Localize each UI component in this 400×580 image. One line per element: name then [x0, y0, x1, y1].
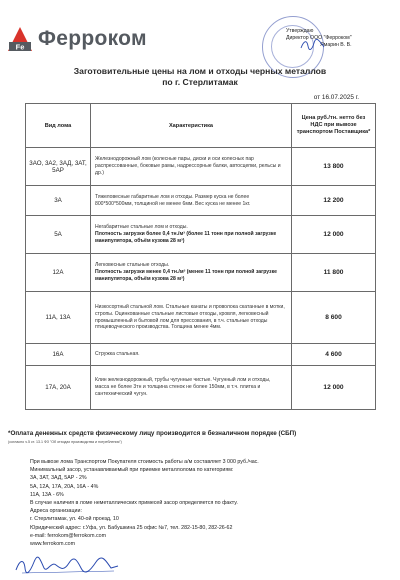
row-grade: 3АО, 3А2, 3АД, 3АТ, 5АР — [26, 148, 91, 186]
approve-line: Директор ООО "Ферроком" — [286, 35, 352, 42]
desc-text: Стружка стальная. — [95, 351, 140, 358]
desc-bold-text: Плотность загрузки более 0,4 тн./м³ (более 11 тонн при полной загрузке манипулятора, объём кузова 28 м³) — [95, 231, 277, 244]
row-price: 11 800 — [292, 254, 376, 292]
header-description: Характеристика — [91, 104, 292, 148]
fe-logo-icon — [7, 26, 33, 52]
info-line: В случае наличия в ломе неметаллических примесей засор определяется по факту. — [30, 500, 238, 507]
desc-text: Тяжеловесные габаритные лом и отходы. Размер куска не более 800*500*500мм, толщиной не менее 6мм. Вес куска не менее 1кг. — [95, 193, 251, 207]
info-line: 11А, 13А - 6% — [30, 491, 64, 498]
table-row — [26, 254, 376, 292]
desc-text: Клин железнодорожный, трубы чугунные чистые. Чугунный лом и отходы, масса не более 3тн и толщина стенок не более 150мм, в т.ч. плитка и сантехнический чугун. — [95, 377, 271, 397]
row-price: 8 600 — [292, 292, 376, 344]
info-line: www.ferrokom.com — [30, 541, 76, 548]
desc-text: Низкосортный стальной лом. Стальные канаты и проволока скатанные в мотки, стропы. Оцинкованные стальные листовые отходы, кровля, легковесный промышленный и бытовой лом для прессования, в т.ч. стальные отходы птицеводческого производства. Толщина менее 4мм. — [95, 304, 285, 331]
row-description — [91, 216, 292, 254]
title-line: Заготовительные цены на лом и отходы черных металлов — [73, 66, 327, 76]
row-price: 4 600 — [292, 344, 376, 366]
table-row — [26, 344, 376, 366]
row-description — [91, 344, 292, 366]
table-row — [26, 148, 376, 186]
director-signature — [300, 38, 326, 52]
row-description — [91, 148, 292, 186]
info-line: Юридический адрес: г.Уфа, ул. Бабушкина 25 офис №7, тел. 282-15-80, 282-26-62 — [30, 524, 233, 531]
table-row — [26, 366, 376, 410]
row-grade: 11А, 13А — [26, 292, 91, 344]
desc-bold-text: Плотность загрузки менее 0,4 тн./м³ (менее 11 тонн при полной загрузке манипулятора, объём кузова 28 м³) — [95, 269, 277, 282]
title-line: по г. Стерлитамак — [162, 77, 238, 87]
info-line: e-mail: ferrokom@ferrokom.com — [30, 532, 107, 539]
row-description — [91, 366, 292, 410]
desc-text: Легковесные стальные отходы. — [95, 262, 170, 269]
document-date: от 16.07.2025 г. — [313, 94, 359, 101]
desc-text: Железнодорожный лом (колесные пары, диски и оси колесных пар распрессованные, боковые рамы, надрессорные балки, автосцепки, рельсы и др.) — [95, 156, 281, 176]
document-title — [0, 66, 400, 88]
terms-and-contacts — [30, 458, 259, 548]
desc-text: Негабаритные стальные лом и отходы. — [95, 224, 188, 231]
header-price: Цена руб./тн. нетто без НДС при вывозе транспортом Поставщика* — [292, 104, 376, 148]
payment-note-reference: (согласно ч.5 ст. 13.1 ФЗ "Об отходах производства и потребления") — [8, 440, 122, 444]
approve-line: Утверждаю — [286, 28, 314, 34]
row-price: 13 800 — [292, 148, 376, 186]
row-grade: 3А — [26, 186, 91, 216]
info-line: Адреса организации: — [30, 508, 82, 515]
handwritten-signature — [14, 556, 124, 576]
table-header-row — [26, 104, 376, 148]
row-description — [91, 186, 292, 216]
header-grade: Вид лома — [26, 104, 91, 148]
row-description — [91, 292, 292, 344]
row-price: 12 200 — [292, 186, 376, 216]
info-line: 3А, 3АТ, 3АД, 5АР - 2% — [30, 475, 87, 482]
row-description — [91, 254, 292, 292]
table-row — [26, 216, 376, 254]
company-logo — [7, 26, 147, 52]
row-grade: 12А — [26, 254, 91, 292]
info-line: Минимальный засор, устанавливаемый при приемке металлолома по категориям: — [30, 467, 234, 474]
approve-line: Ямарин В. В. — [320, 42, 352, 49]
info-line: При вывозе лома Транспортом Покупателя стоимость работы а/м составляет 3 000 руб./час. — [30, 459, 259, 465]
logo-mark-text: Fe — [15, 42, 25, 52]
row-price: 12 000 — [292, 366, 376, 410]
info-line: г. Стерлитамак, ул. 40-ой проезд, 10 — [30, 516, 119, 523]
price-table — [25, 103, 376, 410]
table-row — [26, 292, 376, 344]
row-grade: 17А, 20А — [26, 366, 91, 410]
logo-text: Ферроком — [38, 27, 147, 50]
row-price: 12 000 — [292, 216, 376, 254]
row-grade: 16А — [26, 344, 91, 366]
table-row — [26, 186, 376, 216]
row-grade: 5А — [26, 216, 91, 254]
info-line: 5А, 12А, 17А, 20А, 16А - 4% — [30, 483, 99, 490]
payment-note: *Оплата денежных средств физическому лицу производится в безналичном порядке (СБП) — [8, 430, 297, 437]
